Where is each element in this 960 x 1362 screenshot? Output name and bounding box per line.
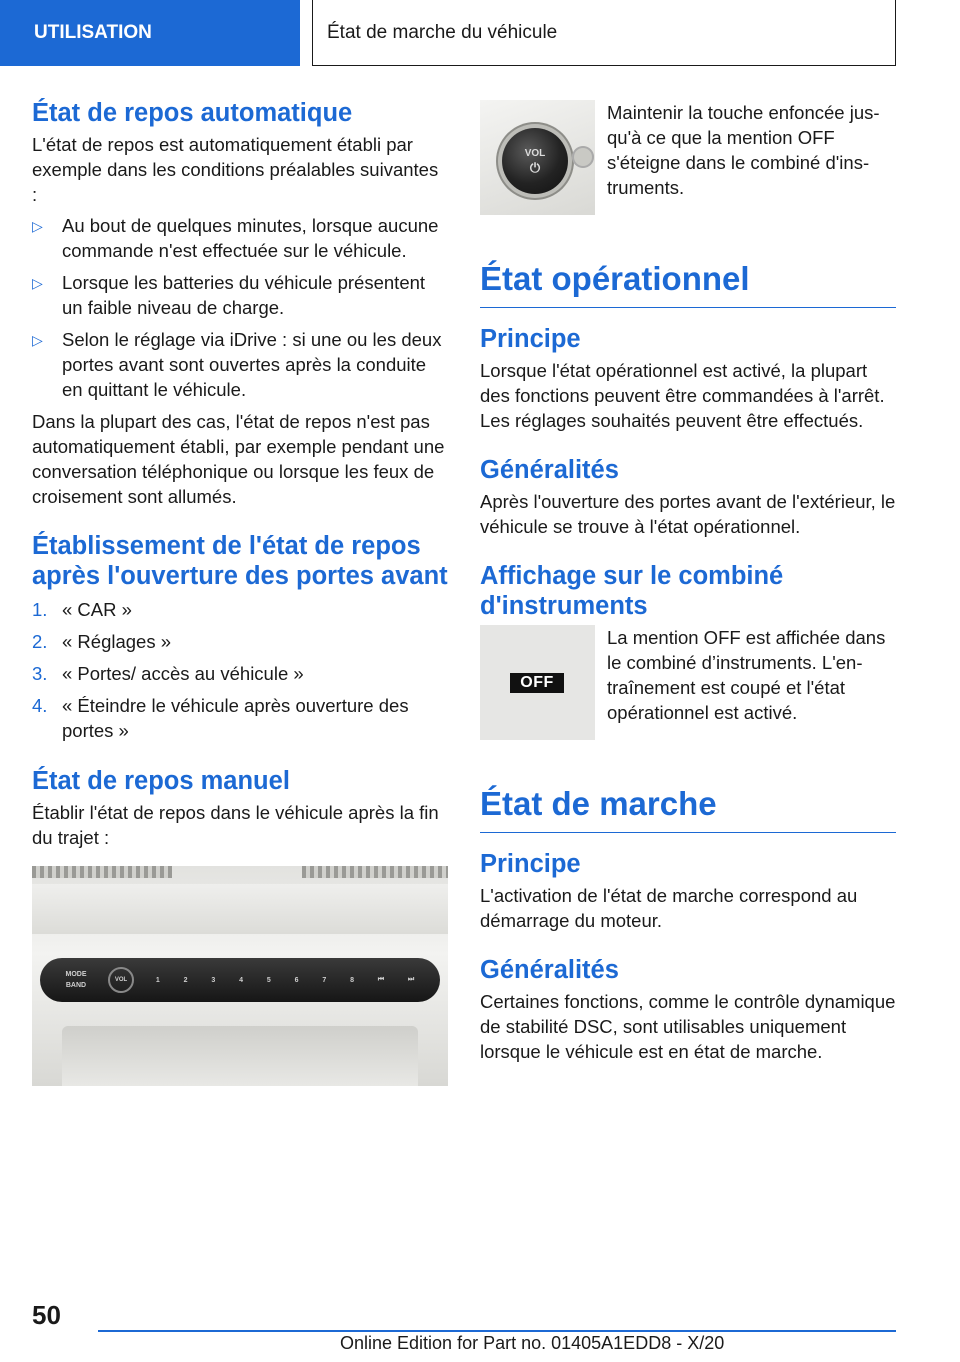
instrument-cluster-figure — [480, 625, 595, 740]
power-icon: ⏻ — [529, 159, 541, 175]
manual-rest-text: Établir l'état de repos dans le véhicule après la fin du trajet : — [32, 802, 439, 848]
center-console-figure — [32, 866, 448, 1086]
volume-knob — [108, 967, 134, 993]
auto-rest-intro: L'état de repos est automatiquement établi par exemple dans les conditions préalables suivantes : — [32, 134, 439, 205]
step-text: « Réglages » — [62, 631, 172, 652]
skip-buttons — [366, 976, 426, 984]
heading-auto-rest: État de repos automatique — [32, 99, 353, 127]
preset-button: 1 — [155, 976, 160, 984]
dashboard-trim — [32, 884, 448, 934]
adjacent-button — [572, 146, 594, 168]
mode-band-button — [54, 969, 98, 991]
preset-button: 7 — [322, 976, 327, 984]
step-text: « Éteindre le véhicule après ouverture des portes » — [62, 695, 409, 741]
step-number: 1. — [32, 599, 48, 620]
auto-rest-note: Dans la plupart des cas, l'état de repos n'est pas automatiquement établi, par exemple pendant une conversation téléphonique ou lorsque les feux de croisement sont allumés. — [32, 411, 445, 507]
heading-manual-rest: État de repos manuel — [32, 767, 290, 795]
section-tab: UTILISATION — [0, 0, 300, 66]
mode-label: MODE — [65, 971, 87, 978]
audio-control-panel — [40, 958, 440, 1002]
step-number: 4. — [32, 695, 48, 716]
triangle-bullet-icon: ▷ — [32, 275, 43, 291]
list-item-text: Lorsque les batteries du véhicule présentent un faible niveau de charge. — [62, 272, 426, 318]
off-indicator: OFF — [510, 673, 564, 693]
air-vent — [32, 866, 172, 878]
volume-knob-figure — [480, 100, 595, 215]
triangle-bullet-icon: ▷ — [32, 332, 43, 348]
after-doors-steps — [32, 597, 448, 743]
driving-general-text: Certaines fonctions, comme le contrôle dynamique de stabilité DSC, sont utilisables uniquement lorsque le véhicule est en état de marche. — [480, 991, 896, 1062]
list-item — [32, 327, 448, 402]
volume-knob — [502, 128, 568, 194]
band-label: BAND — [65, 982, 87, 989]
step-text: « Portes/ accès au véhicule » — [62, 663, 304, 684]
heading-general: Généralités — [480, 456, 619, 484]
auto-rest-conditions — [32, 213, 448, 402]
preset-buttons — [144, 977, 366, 984]
triangle-bullet-icon: ▷ — [32, 218, 43, 234]
preset-button: 3 — [211, 976, 216, 984]
heading-display: Affichage sur le combiné d'instruments — [480, 562, 784, 620]
list-item — [32, 213, 448, 263]
preset-button: 2 — [183, 976, 188, 984]
heading-general: Généralités — [480, 956, 619, 984]
edition-text: Online Edition for Part no. 01405A1EDD8 - X/20 — [340, 1333, 725, 1353]
list-item — [32, 597, 448, 622]
hold-button-text: Maintenir la touche enfoncée jusqu'à ce que la mention OFF s'éteigne dans le combiné d'instruments. — [607, 102, 880, 198]
display-text: La mention OFF est affichée dans le combiné d’instruments. L'entraînement est coupé et l'état opérationnel est activé. — [607, 627, 886, 723]
preset-button: 4 — [239, 976, 244, 984]
page-number: 50 — [32, 1300, 61, 1330]
preset-button: 5 — [266, 976, 271, 984]
list-item — [32, 661, 448, 686]
operational-principle-text: Lorsque l'état opérationnel est activé, la plupart des fonctions peuvent être commandées à l'arrêt. Les réglages souhaités peuvent être effectués. — [480, 360, 885, 431]
list-item-text: Selon le réglage via iDrive : si une ou les deux portes avant sont ouvertes après la conduite en quittant le véhicule. — [62, 329, 442, 400]
step-number: 2. — [32, 631, 48, 652]
list-item — [32, 270, 448, 320]
list-item — [32, 629, 448, 654]
footer-divider — [98, 1330, 896, 1332]
right-column — [480, 100, 896, 1064]
list-item-text: Au bout de quelques minutes, lorsque aucune commande n'est effectuée sur le véhicule. — [62, 215, 439, 261]
heading-principle: Principe — [480, 850, 581, 878]
left-column — [32, 98, 448, 1086]
air-vent — [302, 866, 448, 878]
storage-tray — [62, 1026, 418, 1086]
step-text: « CAR » — [62, 599, 132, 620]
skip-back-icon: ⏮ — [377, 976, 385, 983]
skip-forward-icon: ⏭ — [407, 976, 415, 983]
preset-button: 6 — [294, 976, 299, 984]
vol-label: VOL — [524, 147, 546, 159]
knob-figure-row — [480, 100, 896, 215]
heading-driving: État de marche — [480, 784, 896, 833]
heading-after-doors: Établissement de l'état de repos après l'ouverture des portes avant — [32, 532, 448, 590]
off-figure-row — [480, 625, 896, 740]
chapter-title: État de marche du véhicule — [312, 0, 896, 66]
heading-operational: État opérationnel — [480, 259, 896, 308]
step-number: 3. — [32, 663, 48, 684]
vol-label: VOL — [114, 977, 128, 983]
heading-principle: Principe — [480, 325, 581, 353]
driving-principle-text: L'activation de l'état de marche correspond au démarrage du moteur. — [480, 885, 858, 931]
operational-general-text: Après l'ouverture des portes avant de l'extérieur, le véhicule se trouve à l'état opérationnel. — [480, 491, 896, 537]
preset-button: 8 — [350, 976, 355, 984]
list-item — [32, 693, 448, 743]
